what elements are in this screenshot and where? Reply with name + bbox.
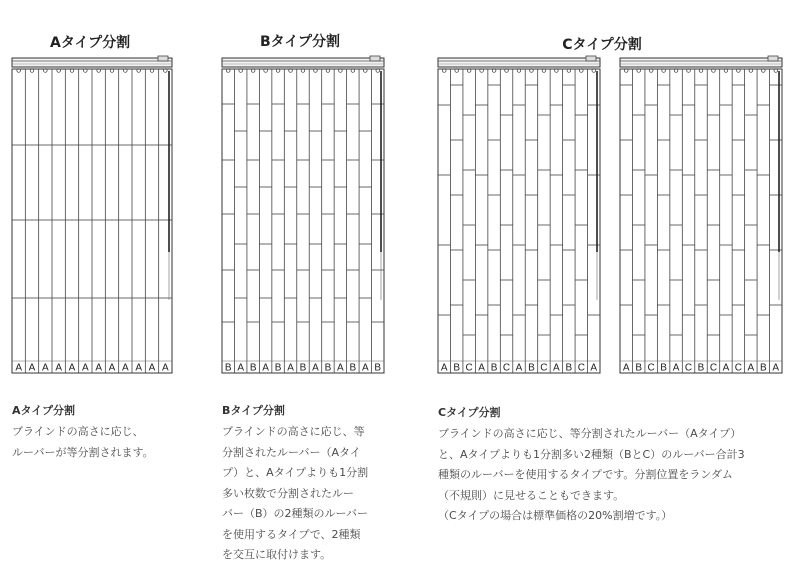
description-type-a	[12, 402, 202, 463]
slat-label: A	[262, 362, 269, 374]
description-body	[12, 422, 202, 463]
description-line: を交互に取付けます。	[222, 548, 332, 561]
slat-label: B	[299, 362, 307, 374]
slat-label: B	[249, 362, 257, 374]
slat-label: B	[565, 362, 573, 374]
slat-label: A	[108, 362, 116, 374]
slat-label: A	[15, 362, 23, 374]
slat-label: C	[709, 362, 718, 374]
description-line: を使用するタイプで、2種類	[222, 527, 361, 541]
slat-label: A	[440, 362, 448, 374]
head-rail-cap	[768, 56, 778, 61]
slat-label: A	[95, 362, 103, 374]
description-body	[222, 422, 412, 566]
slat-label: A	[747, 362, 755, 374]
slat-label: A	[478, 362, 485, 374]
slat-label: A	[41, 362, 49, 374]
title-type-a: Aタイプ分割	[50, 35, 131, 51]
slat-label: B	[635, 362, 643, 374]
slat-label: B	[324, 362, 332, 374]
slat-label: A	[121, 362, 129, 374]
slat-label: A	[135, 362, 143, 374]
description-type-b	[222, 402, 412, 566]
slat-label: B	[374, 362, 382, 374]
slat-label: A	[722, 362, 730, 374]
slat-label: A	[161, 362, 169, 374]
slat-label: C	[734, 362, 743, 374]
slat-label: B	[528, 362, 535, 374]
slat-label: A	[312, 362, 319, 374]
slat-label: A	[337, 362, 344, 374]
description-line: 多い枚数で分割されたルー	[222, 486, 354, 500]
slat-label: A	[515, 362, 523, 374]
slat-label: B	[490, 362, 498, 374]
description-line: バー（B）の2種類のルーバー	[222, 507, 368, 520]
slat-label: B	[274, 362, 282, 374]
slat-label: A	[28, 362, 36, 374]
slat-label: B	[224, 362, 232, 374]
slat-label: C	[684, 362, 693, 374]
description-line: 分割されたルーバー（Aタイ	[222, 445, 361, 459]
description-heading: Aタイプ分割	[12, 404, 75, 417]
slat-label: C	[540, 362, 548, 374]
slat-label: C	[647, 362, 655, 374]
description-line: ブラインドの高さに応じ、等	[222, 425, 365, 438]
slat-label: C	[577, 362, 585, 374]
slat-label: A	[81, 362, 89, 374]
slat-label: A	[553, 362, 560, 374]
description-body	[438, 424, 788, 527]
slat-label: B	[349, 362, 357, 374]
slat-label: A	[622, 362, 630, 374]
description-line: （不規則）に見せることもできます。	[438, 488, 625, 502]
description-type-c	[438, 404, 788, 527]
description-line: と、Aタイプよりも1分割多い2種類（BとC）のルーバー合計3	[438, 447, 745, 461]
head-rail	[620, 58, 782, 67]
slat-label: A	[148, 362, 156, 374]
description-line: プ）と、Aタイプよりも1分割	[222, 466, 369, 479]
description-line: ブラインドの高さに応じ、	[12, 425, 144, 438]
slat-label: B	[453, 362, 461, 374]
slat-label: A	[672, 362, 680, 374]
slat-label: A	[590, 362, 598, 374]
slat-label: A	[772, 362, 780, 374]
description-heading: Bタイプ分割	[222, 404, 285, 417]
slat-label: A	[361, 362, 369, 374]
slat-label: C	[465, 362, 473, 374]
slat-label: A	[287, 362, 294, 374]
slat-label: A	[237, 362, 245, 374]
slat-label: B	[697, 362, 705, 374]
description-line: （Cタイプの場合は標準価格の20%割増です。）	[438, 509, 673, 522]
title-type-c: Cタイプ分割	[562, 37, 642, 53]
description-line: ルーバーが等分割されます。	[12, 445, 154, 459]
description-line: ブラインドの高さに応じ、等分割されたルーバー（Aタイプ）	[438, 427, 742, 440]
slat-label: A	[55, 362, 63, 374]
description-heading: Cタイプ分割	[438, 406, 501, 419]
slat-label: A	[68, 362, 76, 374]
slat-label: B	[660, 362, 667, 374]
description-line: 種類のルーバーを使用するタイプです。分割位置をランダム	[438, 468, 733, 481]
slat-label: C	[502, 362, 511, 374]
title-type-b: Bタイプ分割	[260, 34, 340, 50]
slat-label: B	[759, 362, 767, 374]
